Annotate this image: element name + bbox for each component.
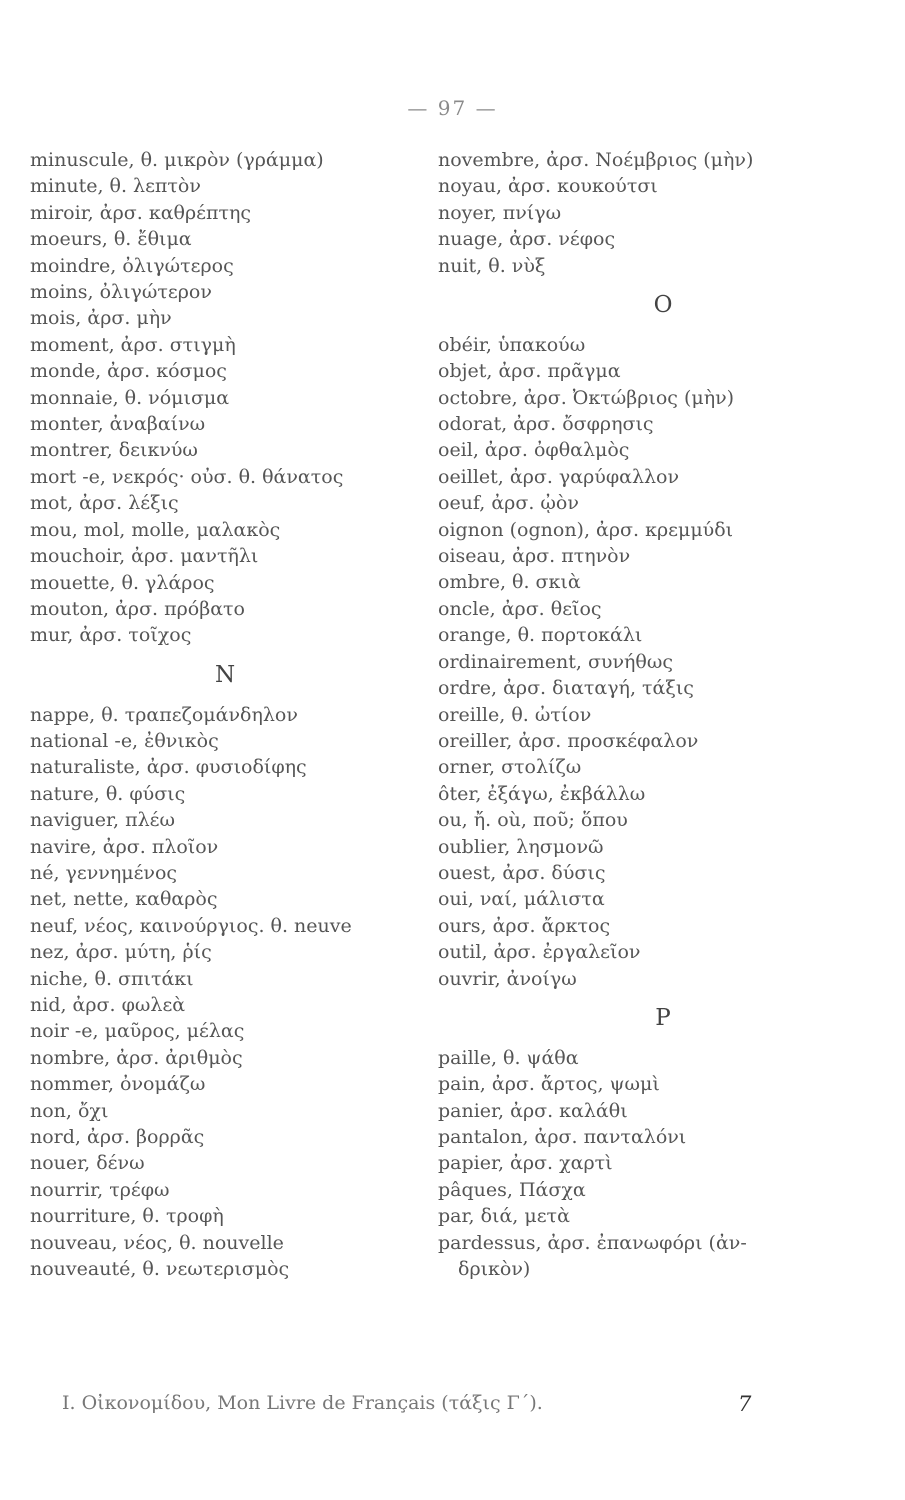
dictionary-entry: obéir, ὑπακούω (438, 333, 586, 356)
dictionary-entry: naturaliste, ἀρσ. φυσιοδίφης (30, 756, 307, 779)
dictionary-entry: minuscule, θ. μικρὸν (γράμμα) (30, 149, 324, 171)
dictionary-entry: mouette, θ. γλάρος (30, 571, 215, 594)
dictionary-entry: oignon (ognon), ἀρσ. κρεμμύδι (438, 518, 734, 541)
dictionary-entry: ou, ἤ. où, ποῦ; ὅπου (438, 809, 628, 832)
dictionary-entry: naviguer, πλέω (30, 809, 175, 832)
dictionary-entry: orner, στολίζω (438, 756, 582, 779)
dictionary-entry: oiseau, ἀρσ. πτηνὸν (438, 545, 631, 568)
dictionary-entry: novembre, ἀρσ. Νοέμβριος (μὴν) (438, 149, 754, 171)
dictionary-entry: pardessus, ἀρσ. ἐπανωφόρι (ἀν- (438, 1231, 747, 1254)
dictionary-entry: ombre, θ. σκιὰ (438, 571, 581, 594)
dictionary-entry: moins, ὀλιγώτερον (30, 281, 212, 304)
dictionary-entry: oui, ναί, μάλιστα (438, 888, 605, 911)
dictionary-entry: monnaie, θ. νόμισμα (30, 386, 230, 409)
dictionary-entry: ours, ἀρσ. ἄρκτος (438, 914, 611, 937)
dictionary-entry: nourriture, θ. τροφὴ (30, 1205, 224, 1228)
footer-citation: I. Οἰκονομίδου, Mon Livre de Français (τάξις Γ΄). (62, 1392, 543, 1414)
dictionary-entry: mou, mol, molle, μαλακὸς (30, 518, 281, 541)
dictionary-entry: oreille, θ. ὠτίον (438, 703, 592, 726)
dictionary-entry: orange, θ. πορτοκάλι (438, 624, 643, 647)
dictionary-entry: neuf, νέος, καινούργιος. θ. neuve (30, 914, 352, 937)
dictionary-entry: nez, ἀρσ. μύτη, ῥίς (30, 941, 212, 964)
dictionary-entry: noir -e, μαῦρος, μέλας (30, 1020, 245, 1043)
dictionary-entry: mort -e, νεκρός· οὐσ. θ. θάνατος (30, 465, 344, 488)
dictionary-entry: ouest, ἀρσ. δύσις (438, 861, 606, 884)
dictionary-entry: pantalon, ἀρσ. πανταλόνι (438, 1126, 687, 1148)
dictionary-entry: montrer, δεικνύω (30, 439, 198, 462)
dictionary-entry: moeurs, θ. ἔθιμα (30, 228, 192, 251)
dictionary-entry: nombre, ἀρσ. ἀριθμὸς (30, 1046, 243, 1069)
dictionary-entry: objet, ἀρσ. πρᾶγμα (438, 360, 621, 383)
dictionary-entry: nouer, δένω (30, 1152, 145, 1175)
dictionary-entry: outil, ἀρσ. ἐργαλεῖον (438, 941, 641, 964)
dictionary-entry: oeil, ἀρσ. ὀφθαλμὸς (438, 439, 630, 462)
section-letter: P (655, 1005, 671, 1032)
dictionary-entry: oeillet, ἀρσ. γαρύφαλλον (438, 465, 680, 488)
section-letter: N (214, 661, 236, 688)
dictionary-entry: nommer, ὀνομάζω (30, 1073, 206, 1096)
dictionary-entry: nord, ἀρσ. βορρᾶς (30, 1126, 205, 1149)
dictionary-entry: net, nette, καθαρὸς (30, 888, 218, 911)
dictionary-entry: nature, θ. φύσις (30, 782, 186, 805)
dictionary-entry: mouton, ἀρσ. πρόβατο (30, 597, 245, 620)
dictionary-entry: moment, ἀρσ. στιγμὴ (30, 333, 236, 356)
dictionary-entry: nuit, θ. νὺξ (438, 254, 546, 277)
dictionary-entry: nappe, θ. τραπεζομάνδηλον (30, 703, 298, 726)
left-column (30, 147, 420, 1282)
dictionary-entry: noyer, πνίγω (438, 201, 562, 224)
dictionary-entry: mot, ἀρσ. λέξις (30, 492, 179, 515)
dictionary-entry: oeuf, ἀρσ. ᾠὸν (438, 492, 579, 515)
dictionary-entry: nuage, ἀρσ. νέφος (438, 228, 616, 251)
dictionary-entry: oreiller, ἀρσ. προσκέφαλον (438, 729, 699, 752)
dictionary-entry: mouchoir, ἀρσ. μαντῆλι (30, 545, 259, 568)
dictionary-entry: octobre, ἀρσ. Ὀκτώβριος (μὴν) (438, 386, 735, 409)
dictionary-entry: niche, θ. σπιτάκι (30, 967, 194, 990)
dictionary-entry: oublier, λησμονῶ (438, 835, 604, 858)
dictionary-entry: ordre, ἀρσ. διαταγή, τάξις (438, 677, 694, 700)
dictionary-entry: miroir, ἀρσ. καθρέπτης (30, 201, 251, 224)
section-letter: O (653, 292, 673, 319)
dictionary-entry: nid, ἀρσ. φωλεὰ (30, 993, 186, 1016)
dictionary-entry: pain, ἀρσ. ἄρτος, ψωμὶ (438, 1073, 660, 1096)
dictionary-entry: mur, ἀρσ. τοῖχος (30, 624, 192, 647)
dictionary-entry: monter, ἀναβαίνω (30, 413, 206, 436)
dictionary-entry: moindre, ὀλιγώτερος (30, 254, 234, 277)
dictionary-entry: par, διά, μετὰ (438, 1205, 570, 1228)
dictionary-entry: nouveauté, θ. νεωτερισμὸς (30, 1258, 290, 1281)
footer-signature-number: 7 (738, 1392, 752, 1416)
dictionary-entry: non, ὄχι (30, 1099, 109, 1122)
dictionary-entry: odorat, ἀρσ. ὄσφρησις (438, 413, 654, 436)
dictionary-entry: minute, θ. λεπτὸν (30, 175, 201, 198)
right-column (438, 147, 888, 1282)
dictionary-entry: navire, ἀρσ. πλοῖον (30, 835, 219, 858)
dictionary-entry: paille, θ. ψάθα (438, 1046, 579, 1069)
dictionary-entry: noyau, ἀρσ. κουκούτσι (438, 175, 658, 198)
dictionary-entry: nouveau, νέος, θ. nouvelle (30, 1231, 284, 1254)
dictionary-entry: national -e, ἐθνικὸς (30, 729, 219, 752)
page-number: — 97 — (407, 96, 498, 120)
dictionary-entry: papier, ἀρσ. χαρτὶ (438, 1152, 613, 1175)
dictionary-entry: δρικὸν) (458, 1258, 531, 1281)
dictionary-entry: panier, ἀρσ. καλάθι (438, 1099, 628, 1122)
dictionary-entry: ordinairement, συνήθως (438, 650, 673, 673)
dictionary-entry: pâques, Πάσχα (438, 1178, 586, 1201)
dictionary-entry: mois, ἀρσ. μὴν (30, 307, 172, 330)
dictionary-entry: né, γεννημένος (30, 861, 178, 884)
dictionary-entry: ouvrir, ἀνοίγω (438, 967, 577, 990)
dictionary-entry: nourrir, τρέφω (30, 1178, 170, 1201)
dictionary-entry: monde, ἀρσ. κόσμος (30, 360, 227, 383)
dictionary-entry: ôter, ἐξάγω, ἐκβάλλω (438, 782, 646, 805)
dictionary-entry: oncle, ἀρσ. θεῖος (438, 597, 602, 620)
